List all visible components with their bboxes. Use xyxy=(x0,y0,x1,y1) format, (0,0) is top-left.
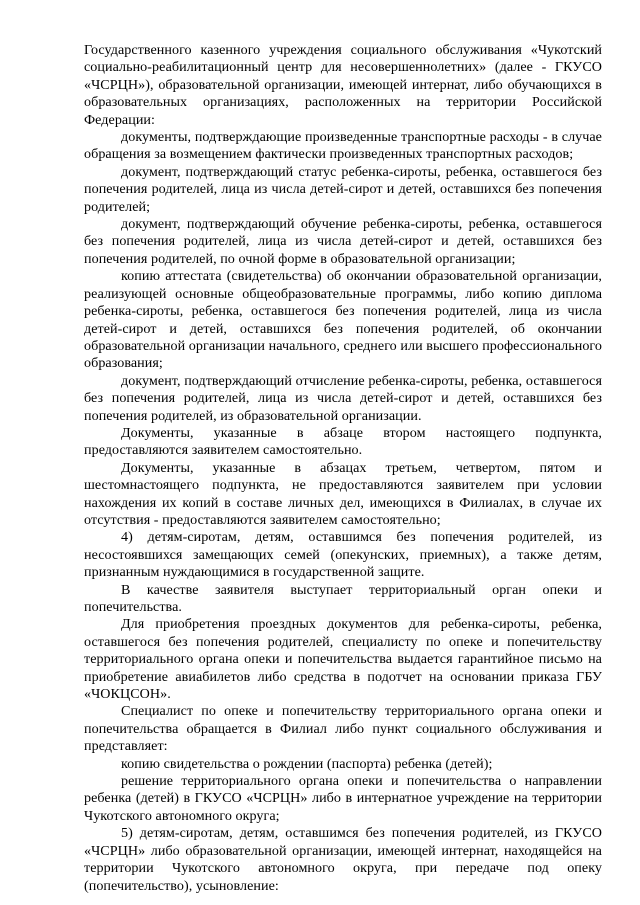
paragraph-birth-certificate: копию свидетельства о рождении (паспорта) ребенка (детей); xyxy=(121,755,493,772)
paragraph-continuation: Государственного казенного учреждения социального обслуживания «Чукотский социально-реабилитационный центр для несовершеннолетних» (далее - ГКУСО «ЧСРЦН»), образовательной организации, имеющей интернат, либо обучающихся в образовательных организациях, расположенных на территории Российской Федерации: xyxy=(84,42,602,128)
document-page xyxy=(84,42,602,895)
paragraph-applicant: В качестве заявителя выступает территориальный орган опеки и попечительства. xyxy=(84,581,602,615)
paragraph-guardianship-decision: решение территориального органа опеки и попечительства о направлении ребенка (детей) в ГКУСО «ЧСРЦН» либо в интернатное учреждение на территории Чукотского автономного округа; xyxy=(84,773,602,824)
paragraph-education-document: документ, подтверждающий обучение ребенка-сироты, ребенка, оставшегося без попечения родителей, лица из числа детей-сирот и детей, оставшихся без попечения родителей, по очной форме в образовательной организации; xyxy=(84,216,602,267)
paragraph-travel-documents: Для приобретения проездных документов для ребенка-сироты, ребенка, оставшегося без попечения родителей, специалисту по опеке и попечительству территориального органа опеки и попечительства выдается гарантийное письмо на приобретение авиабилетов либо средства в подотчет на основании приказа ГБУ «ЧОКЦСОН». xyxy=(84,616,602,703)
paragraph-status-document: документ, подтверждающий статус ребенка-сироты, ребенка, оставшегося без попечения родителей, лица из числа детей-сирот и детей, оставшихся без попечения родителей; xyxy=(84,163,602,215)
paragraph-item-5: 5) детям-сиротам, детям, оставшимся без попечения родителей, из ГКУСО «ЧСРЦН» либо образовательной организации, имеющей интернат, находящейся на территории Чукотского автономного округа, при передаче под опеку (попечительство), усыновление: xyxy=(84,825,602,894)
paragraph-expulsion-document: документ, подтверждающий отчисление ребенка-сироты, ребенка, оставшегося без попечения родителей, лица из числа детей-сирот и детей, оставшихся без попечения родителей, из образовательной организации. xyxy=(84,372,602,424)
paragraph-personal-files: Документы, указанные в абзацах третьем, четвертом, пятом и шестомнастоящего подпункта, не предоставляются заявителем при условии нахождения их копий в составе личных дел, имеющихся в Филиалах, в случае их отсутствия - предоставляются заявителем самостоятельно; xyxy=(84,459,602,528)
paragraph-certificate-copy: копию аттестата (свидетельства) об окончании образовательной организации, реализующей основные общеобразовательные программы, либо копию диплома ребенка-сироты, ребенка, оставшегося без попечения родителей, лица из числа детей-сирот и детей, оставшихся без попечения родителей, об окончании образовательной организации начального, среднего или высшего профессионального образования; xyxy=(84,268,602,372)
paragraph-item-4: 4) детям-сиротам, детям, оставшимся без попечения родителей, из несостоявшихся замещающих семей (опекунских, приемных), а также детям, признанным нуждающимися в государственной защите. xyxy=(84,529,602,581)
paragraph-self-submission: Документы, указанные в абзаце втором настоящего подпункта, предоставляются заявителем самостоятельно. xyxy=(84,424,602,459)
paragraph-transport-expenses: документы, подтверждающие произведенные транспортные расходы - в случае обращения за возмещением фактически произведенных транспортных расходов; xyxy=(84,129,602,163)
paragraph-specialist: Специалист по опеке и попечительству территориального органа опеки и попечительства обращается в Филиал либо пункт социального обслуживания и представляет: xyxy=(84,703,602,755)
